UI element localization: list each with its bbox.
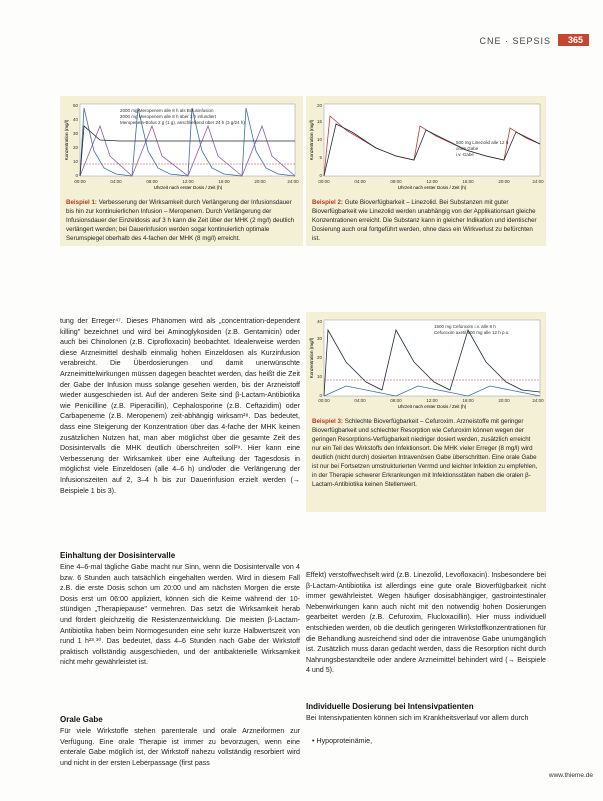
y-axis-label: Konzentration (mg/l) <box>309 337 314 379</box>
caption-label: Beispiel 1: <box>66 199 97 206</box>
y-tick: 50 <box>72 103 78 108</box>
x-tick: 04:00 <box>354 179 366 184</box>
y-tick: 5 <box>319 155 322 160</box>
page-number: 365 <box>558 34 589 46</box>
x-tick: 12:00 <box>182 179 194 184</box>
y-axis-label: Konzentration (mg/l) <box>64 119 69 161</box>
legend-1: 2000 mg Meropenem alle 8 h als Bolusinfusion <box>120 108 214 113</box>
x-tick: 24:00 <box>532 179 544 184</box>
legend-1: 500 mg Linezolid alle 12 h <box>456 140 509 145</box>
x-tick: 24:00 <box>287 179 299 184</box>
section-body: Bei Intensivpatienten können sich im Krankheitsverlauf vor allem durch <box>306 714 529 722</box>
figure-2 <box>306 96 546 246</box>
figure-2-chart <box>306 96 546 191</box>
y-tick: 40 <box>72 117 78 122</box>
y-tick: 20 <box>72 145 78 150</box>
x-tick: 00:00 <box>318 398 330 403</box>
caption-label: Beispiel 2: <box>312 199 343 206</box>
y-tick: 10 <box>72 159 78 164</box>
x-tick: 08:00 <box>390 398 402 403</box>
y-tick: 20 <box>316 355 322 360</box>
y-tick: 10 <box>316 137 322 142</box>
figure-1-caption <box>60 196 303 245</box>
x-tick: 04:00 <box>110 179 122 184</box>
y-tick: 30 <box>72 131 78 136</box>
section-body: Eine 4–6-mal tägliche Gabe macht nur Sinn, wenn die Dosisintervalle von 4 bzw. 6 Stunden auch tatsächlich eingehalten werden. Wird in diesem Fall z.B. die erste Dosis schon um 20:00 und am nächsten Morgen die erste Dosis erst um 06:00 appliziert, können sich die Keime während der 10-stündigen „Therapiepause" vermehren. Das setzt die Wirksamkeit herab und fördert gleichzeitig die Resistenzentwicklung. Die meisten β-Lactam-Antibiotika haben beim Normogesunden eine sehr kurze Halbwertszeit von rund 1 h²³˒³⁰. Das bedeutet, dass 4–6 Stunden nach Gabe der Wirkstoff praktisch vollständig ausgeschieden, und der antibakterielle Wirksamkeit nicht mehr gewährleistet ist. <box>60 563 300 667</box>
body-right-top: Effekt) verstoffwechselt wird (z.B. Linezolid, Levofloxacin). Insbesondere bei β-Lactam-Antibiotika ist allerdings eine gute orale Bioverfügbarkeit nicht immer gewährleistet. Wegen häufiger dosisabhängiger, gastrointestinaler Nebenwirkungen kann auch nicht mit den notwendig hohen Dosierungen gearbeitet werden (z.B. Cefuroxim, Flucloxacillin). Hier muss individuell entschieden werden, ob die deutlich geringeren Wirkstoffkonzentrationen für die Behandlung ausreichend sind oder die intravenöse Gabe unumgänglich ist. Zusätzlich muss daran gedacht werden, dass die Resorption nicht durch Nahrungsbestandteile oder andere Arzneimittel behindert wird (→ Beispiele 4 und 5). <box>306 571 546 675</box>
legend-3: i.v.-Gabe <box>456 152 474 157</box>
y-tick: 40 <box>316 319 322 324</box>
y-axis-label: Konzentration (mg/l) <box>309 119 314 161</box>
x-tick: 24:00 <box>532 398 544 403</box>
legend-2: orale Gabe <box>456 146 479 151</box>
body-left-top: tung der Erreger⁴⁷. Dieses Phänomen wird als „concentration-dependent killing" bezeichnet und wird bei Aminoglykosiden (z.B. Gentamicin) oder auch bei Chinolonen (z.B. Ciprofloxacin) beobachtet. Idealerweise werden diese Arzneimittel deshalb einmalig hohen Einzeldosen als Kurzinfusion verabreicht. Die Überdosierungen und damit unerwünschte Arzneimittelwirkungen müssen dagegen beachtet werden, das heißt die Zeit der Gabe der Infusion muss solange gesehen werden, bis der Arzneistoff wieder ausgeschieden ist. Auf der anderen Seite sind β-Lactam-Antibiotika wie Penicilline (z.B. Piperacillin), Cephalosporine (z.B. Ceftazidim) oder Carbapeneme (z.B. Meropenem) zeit-abhängig wirksam²⁸. Das bedeutet, dass eine Steigerung der Konzentration über das 4-fache der MHK keinen zusätzlichen Nutzen hat, man aber möglichst über die gesamte Zeit des Dosisintervalls die MHK deutlich überschreiten soll²⁹. Hier kann eine Verbesserung der Wirksamkeit über eine Aufteilung der Tagesdosis in möglichst viele Einzeldosen (alle 4–6 h) und/oder die Verlängerung der Infusionszeiten auf 2, 3–4 h bis zur Dauerinfusion erzielt werden (→ Beispiele 1 bis 3). <box>60 317 300 495</box>
caption-label: Beispiel 3: <box>312 418 343 425</box>
x-tick: 16:00 <box>218 179 230 184</box>
y-tick: 15 <box>316 119 322 124</box>
section-heading: Einhaltung der Dosisintervalle <box>60 551 176 560</box>
x-tick: 08:00 <box>146 179 158 184</box>
y-tick: 10 <box>316 374 322 379</box>
x-axis-label: Uhrzeit nach erster Dosis / Zeit (h) <box>397 185 467 190</box>
section-heading: Orale Gabe <box>60 715 103 724</box>
x-tick: 16:00 <box>462 398 474 403</box>
caption-text: Gute Bioverfügbarkeit – Linezolid. Bei Substanzen mit guter Bioverfügbarkeit wie Linezolid werden unabhängig von der Applikationsart gleiche Konzentrationen erreicht. Die Substanz kann in gleicher Indikation und identischer Dosierung auch oral fortgeführt werden, ohne dass ein Wirkverlust zu befürchten ist. <box>312 199 537 242</box>
x-axis-label: Uhrzeit nach erster Dosis / Zeit (h) <box>153 185 223 190</box>
y-tick: 20 <box>316 103 322 108</box>
legend-1: 1500 mg Cefuroxim i.v. alle 8 h <box>434 324 496 329</box>
legend-2: Cefuroxim axetil 500 mg alle 12 h p.o. <box>434 330 510 335</box>
figure-1-chart <box>60 96 303 191</box>
caption-text: Schlechte Bioverfügbarkeit – Cefuroxim. Arzneistoffe mit geringer Bioverfügbarkeit und schlechter Resorption wie Cefuroxim können wegen der geringen Resorptions-Verfügbarkeit niedriger dosiert werden, zusätzlich erreicht nur ein Teil des Wirkstoffs den Infektionsort. Die MHK vieler Erreger (8 mg/l) wird deutlich (nicht durch) dosierten Intravenösen Gabe überschritten. Eine orale Gabe ist nur bei Fortsetzen umstrukturierten Verrmd und leichter Infektion zu empfehlen, in der Therapie schwerer Erkrankungen mit Infektionsstäten haben die oralen β-Lactam-Antibiotika keinen Stellenwert. <box>312 418 538 488</box>
x-tick: 20:00 <box>498 398 510 403</box>
legend-3: Meropenem-Bolus 2 g (1 g), anschließend über 24 h (3 g/24 h) <box>120 120 245 125</box>
y-tick: 0 <box>75 173 78 178</box>
legend-2: 2000 mg Meropenem alle 8 h über 3 h infundiert <box>120 114 217 119</box>
x-tick: 00:00 <box>74 179 86 184</box>
x-tick: 08:00 <box>390 179 402 184</box>
figure-2-caption <box>306 196 546 245</box>
bullet-item: • Hypoproteinämie, <box>312 737 373 745</box>
y-tick: 0 <box>319 393 322 398</box>
y-tick: 30 <box>316 336 322 341</box>
running-header: CNE · SEPSIS <box>479 36 551 46</box>
x-tick: 12:00 <box>426 179 438 184</box>
section-body: Für viele Wirkstoffe stehen parenterale und orale Arzneiformen zur Verfügung. Eine orale Therapie ist immer zu bevorzugen, wenn eine enterale Gabe möglich ist, der Wirkstoff nahezu vollständig resorbiert wird und nicht in der ersten Leberpassage (first pass <box>60 727 300 767</box>
figure-3-caption <box>306 415 546 491</box>
caption-text: Verbesserung der Wirksamkeit durch Verlängerung der Infusionsdauer bis hin zur kontinuierlichen Infusion – Meropenem. Durch Verlängerung der Infusionsdauer der Einzeldosis auf 3 h kann die Zeit über der MHK (2 mg/l) deutlich verlängert werden; bei Dauerinfusion werden sogar kontinuierlich optimale Serumspiegel oberhalb des 4-fachen der MHK (8 mg/l) erreicht. <box>66 199 295 242</box>
y-tick: 0 <box>319 173 322 178</box>
figure-1 <box>60 96 303 246</box>
footer-url[interactable]: www.thieme.de <box>548 772 593 779</box>
section-heading: Individuelle Dosierung bei Intensivpatienten <box>306 702 474 711</box>
x-tick: 16:00 <box>462 179 474 184</box>
x-tick: 04:00 <box>354 398 366 403</box>
x-tick: 20:00 <box>254 179 266 184</box>
x-axis-label: Uhrzeit nach erster Dosis / Zeit (h) <box>397 404 467 409</box>
x-tick: 20:00 <box>498 179 510 184</box>
x-tick: 12:00 <box>426 398 438 403</box>
figure-3 <box>306 312 546 512</box>
figure-3-chart <box>306 312 546 410</box>
x-tick: 00:00 <box>318 179 330 184</box>
